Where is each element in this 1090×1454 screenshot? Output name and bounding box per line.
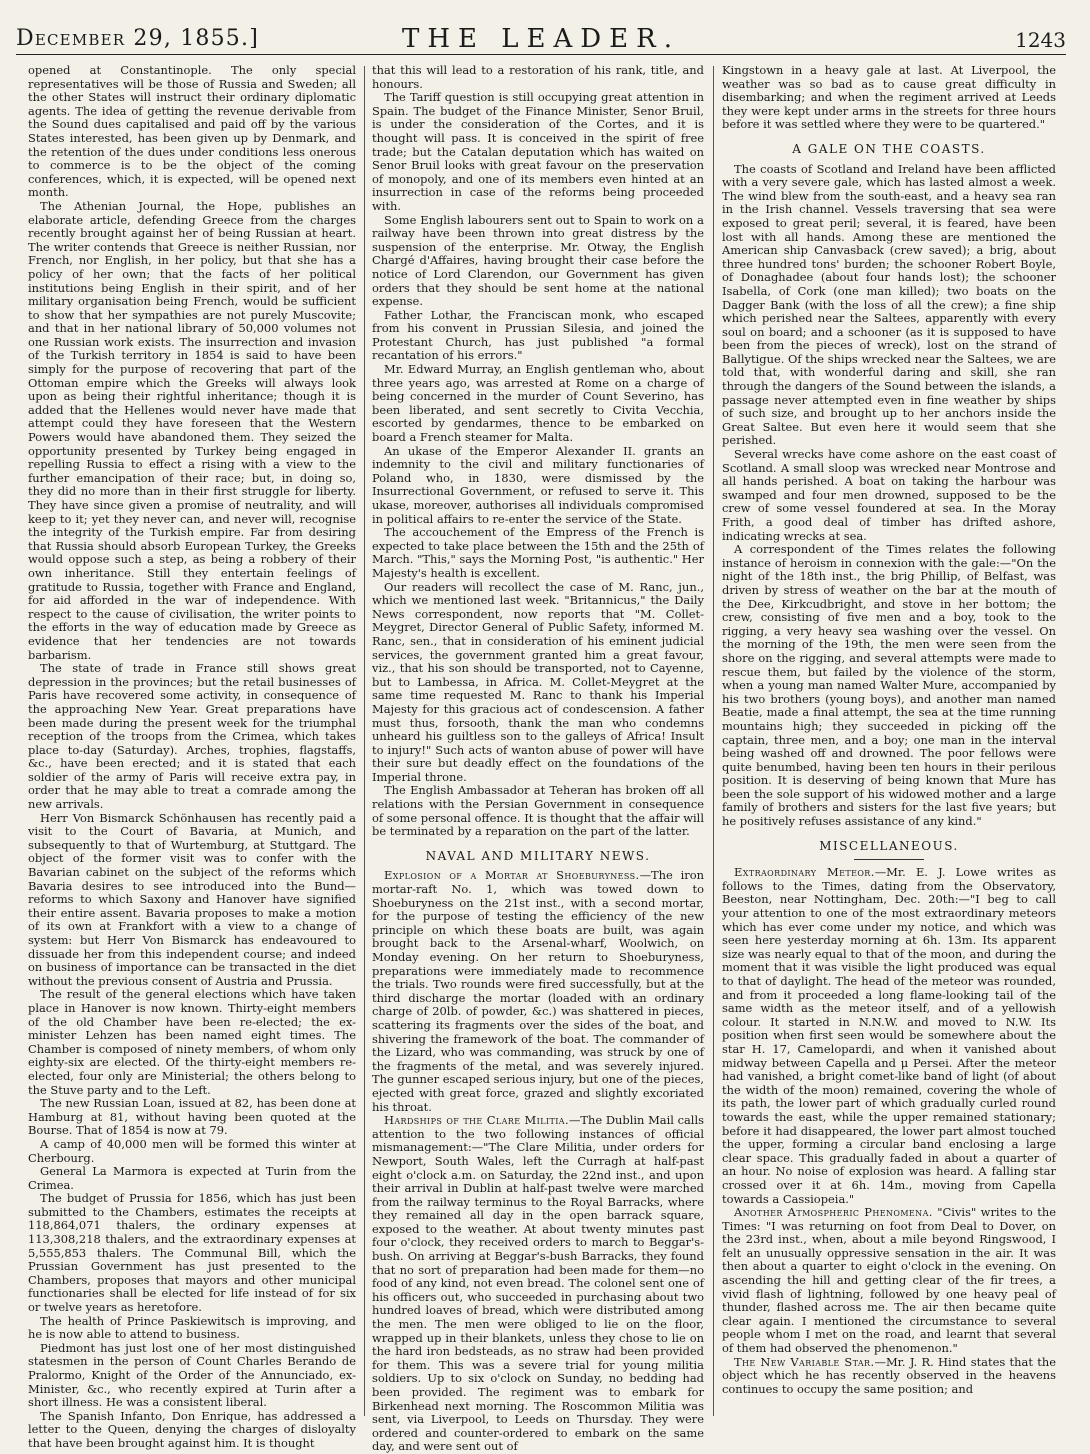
article-title: Another Atmospheric Phenomena.: [734, 1205, 933, 1220]
paragraph: The Tariff question is still occupying great attention in Spain. The budget of the Finance Minister, Senor Bruil, is under the consideration of the Cortes, and it is thought will pass. It is conceived in the spirit of free trade; but the Catalan deputation which has waited on Senor Bruil looks with great favour on the preservation of monopoly, and one of its members even hinted at an insurrection in case of the reforms being proceeded with.: [372, 90, 704, 213]
section-heading-text: MISCELLANEOUS.: [819, 838, 959, 853]
article-title: The New Variable Star.: [734, 1354, 875, 1369]
section-heading-misc: [722, 840, 1056, 861]
article-explosion: [372, 869, 704, 1114]
section-heading-text: A GALE ON THE COASTS.: [792, 141, 986, 156]
page-number: 1243: [1015, 28, 1066, 52]
article-title: Extraordinary Meteor.: [734, 865, 875, 880]
paragraph: Piedmont has just lost one of her most distinguished statesmen in the person of Count Charles Berando de Pralormo, Knight of the Order of the Annunciado, ex-Minister, &c., who recently expired at Turin after a short illness. He was a consistent liberal.: [28, 1340, 356, 1410]
column-1: [28, 63, 356, 1450]
article-atmospheric: [722, 1206, 1056, 1356]
paragraph: The Athenian Journal, the Hope, publishes an elaborate article, defending Greece from the charges recently brought against her of being Russian at heart. The writer contends that Greece is neither Russian, nor French, nor English, in her policy, but that she has a policy of her own; that the facts of her political institutions being English in their spirit, and of her military organisation being French, would be sufficient to show that her sympathies are not purely Muscovite; and that in her national library of 50,000 volumes not one Russian work exists. The insurrection and invasion of the Turkish territory in 1854 is said to have been simply for the purpose of recovering that part of the Ottoman empire which the Greeks will always look upon as being their rightful inheritance; though it is added that the Hellenes would never have made that attempt could they have foreseen that the Western Powers would have abandoned them. They seized the opportunity presented by Turkey being engaged in repelling Russia to effect a rising with a view to the further emancipation of their race; but, in doing so, they did no more than in their first struggle for liberty. They have since given a promise of neutrality, and will keep to it; yet they never can, and never will, recognise the integrity of the Turkish empire. Far from desiring that Russia should absorb European Turkey, the Greeks would oppose such a step, as being a robbery of their own inheritance. Still they entertain feelings of gratitude to Russia, together with France and England, for aid afforded in the war of independence. With respect to the cause of civilisation, the writer points to the efforts in the way of education made by Greece as evidence that her tendencies are not towards barbarism.: [28, 198, 356, 662]
paragraph: that this will lead to a restoration of his rank, title, and honours.: [372, 63, 704, 91]
paragraph: General La Marmora is expected at Turin from the Crimea.: [28, 1164, 356, 1192]
paragraph: Mr. Edward Murray, an English gentleman who, about three years ago, was arrested at Rome on a charge of being concerned in the murder of Count Severino, has been liberated, and sent secretly to Civita Vecchia, escorted by gendarmes, thence to be embarked on board a French steamer for Malta.: [372, 362, 704, 445]
column-rule-left: [364, 66, 365, 1416]
issue-date: December 29, 1855.]: [16, 26, 259, 51]
paragraph: A correspondent of the Times relates the following instance of heroism in connexion with the gale:—"On the night of the 18th inst., the brig Phillip, of Belfast, was driven by stress of weather on the bar at the mouth of the Dee, Kirkcudbright, and stove in her bottom; the crew, consisting of five men and a boy, took to the rigging, a very heavy sea washing over the vessel. On the morning of the 19th, the men were seen from the shore on the rigging, and several attempts were made to rescue them, but failed by the violence of the storm, when a young man named Walter Mure, accompanied by his two brothers (young boys), and another man named Beatie, made a final attempt, the sea at the time running mountains high; they succeeded in picking off the captain, three men, and a boy; one man in the interval being washed off and drowned. The poor fellows were quite benumbed, having been ten hours in their perilous position. It is deserving of being known that Mure has been the sole support of his widowed mother and a large family of brothers and sisters for the last five years; but he positively refuses assistance of any kind.": [722, 542, 1056, 829]
article-text: —Mr. E. J. Lowe writes as follows to the Times, dating from the Observatory, Beeston, near Nottingham, Dec. 20th:—"I beg to call your attention to one of the most extraordinary meteors which has ever come under my notice, and which was seen here yesterday morning at 6h. 13m. Its apparent size was nearly equal to that of the moon, and during the moment that it was visible the light produced was equal to that of daylight. The head of the meteor was rounded, and from it proceeded a long flame-looking tail of the same width as the meteor itself, and of a yellowish colour. It started in N.N.W. and moved to N.W. Its position when first seen would be somewhere about the star H. 17, Camelopardi, and when it vanished about midway between Capella and μ Persei. After the meteor had vanished, a bright comet-like band of light (of about the width of the moon) remained, covering the whole of its path, the lower part of which gradually curled round towards the east, while the upper remained stationary; before it had disappeared, the lower part almost touched the upper, forming a circular band enclosing a large clear space. This gradually faded in about a quarter of an hour. No noise of explosion was heard. A falling star crossed over it at 6h. 14m., moving from Capella towards a Cassiopeia.": [722, 865, 1056, 1206]
masthead: [16, 20, 1066, 55]
article-meteor: [722, 866, 1056, 1206]
newspaper-title: THE LEADER.: [402, 24, 680, 54]
paragraph: The new Russian Loan, issued at 82, has been done at Hamburg at 81, without having been quoted at the Bourse. That of 1854 is now at 79.: [28, 1096, 356, 1138]
article-title: Hardships of the Clare Militia.: [384, 1113, 569, 1128]
paragraph: Kingstown in a heavy gale at last. At Liverpool, the weather was so bad as to cause great difficulty in disembarking; and when the regiment arrived at Leeds they were kept under arms in the streets for three hours before it was settled where they were to be quartered.": [722, 63, 1056, 132]
paragraph: The result of the general elections which have taken place in Hanover is now known. Thirty-eight members of the old Chamber have been re-elected; the ex-minister Lehzen has been named eight times. The Chamber is composed of ninety members, of whom only eighty-six are elected. Of the thirty-eight members re-elected, four only are Ministerial; the others belong to the Stuve party and to the Left.: [28, 987, 356, 1097]
paragraph: The English Ambassador at Teheran has broken off all relations with the Persian Government in consequence of some personal offence. It is thought that the affair will be terminated by a reparation on the part of the latter.: [372, 783, 704, 839]
paragraph: The health of Prince Paskiewitsch is improving, and he is now able to attend to business.: [28, 1313, 356, 1342]
paragraph: Our readers will recollect the case of M. Ranc, jun., which we mentioned last week. "Britannicus," the Daily News correspondent, now reports that "M. Collet-Meygret, Director General of Public Safety, informed M. Ranc, sen., that in consideration of his eminent judicial services, the government granted him a great favour, viz., that his son should be transported, not to Cayenne, but to Lambessa, in Africa. M. Collet-Meygret at the same time requested M. Ranc to thank his Imperial Majesty for this gracious act of condescension. A father must thus, forsooth, thank the man who condemns unheard his guiltless son to the galleys of Africa! Insult to injury!" Such acts of wanton abuse of power will have their sure but deadly effect on the foundations of the Imperial throne.: [372, 579, 704, 784]
paragraph: The budget of Prussia for 1856, which has just been submitted to the Chambers, estimates the receipts at 118,864,071 thalers, the ordinary expenses at 113,308,218 thalers, and the extraordinary expenses at 5,555,853 thalers. The Communal Bill, which the Prussian Government has just presented to the Chambers, proposes that mayors and other municipal functionaries shall be elected for life instead of for six or twelve years as heretofore.: [28, 1191, 356, 1315]
paragraph: An ukase of the Emperor Alexander II. grants an indemnity to the civil and military functionaries of Poland who, in 1830, were dismissed by the Insurrectional Government, or refused to serve it. This ukase, moreover, authorises all individuals compromised in political affairs to re-enter the service of the State.: [372, 443, 704, 526]
paragraph: Several wrecks have come ashore on the east coast of Scotland. A small sloop was wrecked near Montrose and all hands perished. A boat on taking the harbour was swamped and four men drowned, supposed to be the crew of some vessel foundered at sea. In the Moray Frith, a good deal of timber has drifted ashore, indicating wrecks at sea.: [722, 447, 1056, 543]
article-text: —Mr. J. R. Hind states that the object which he has recently observed in the heavens continues to occupy the same position; and: [722, 1354, 1056, 1396]
column-rule-right: [713, 66, 714, 1416]
heading-rule: [854, 859, 924, 860]
column-2: [372, 63, 704, 1454]
paragraph: The state of trade in France still shows great depression in the provinces; but the retail businesses of Paris have recovered some activity, in consequence of the approaching New Year. Great preparations have been made during the present week for the triumphal reception of the troops from the Crimea, which takes place to-day (Saturday). Arches, trophies, flagstaffs, &c., have been erected; and it is stated that each soldier of the army of Paris will receive extra pay, in order that he may able to treat a comrade among the new arrivals.: [28, 661, 356, 812]
paragraph: Herr Von Bismarck Schönhausen has recently paid a visit to the Court of Bavaria, at Munich, and subsequently to that of Wurtemburg, at Stuttgard. The object of the former visit was to confer with the Bavarian cabinet on the subject of the reforms which Bavaria desires to see introduced into the Bund—reforms to which Saxony and Hanover have signified their entire assent. Bavaria proposes to make a motion of its own at Frankfort with a view to a change of system: but Herr Von Bismarck has endeavoured to dissuade her from this independent course; and indeed on business of importance can be transacted in the diet without the previous consent of Austria and Prussia.: [28, 810, 356, 988]
column-3: [722, 64, 1056, 1419]
paragraph: The coasts of Scotland and Ireland have been afflicted with a very severe gale, which has lasted almost a week. The wind blew from the south-east, and a heavy sea ran in the Irish channel. Vessels traversing that sea were exposed to great peril; several, it is feared, have been lost with all hands. Among these are mentioned the American ship Canvasback (crew saved); a brig, about three hundred tons' burden; the schooner Robert Boyle, of Donaghadee (about four hands lost); the schooner Isabella, of Cork (one man killed); two boats on the Dagger Bank (with the loss of all the crew); a fine ship which perished near the Saltees, apparently with every soul on board; and a schooner (as it is supposed to have been from the pieces of wreck), lost on the strand of Ballytigue. Of the ships wrecked near the Saltees, we are told that, with wonderful daring and skill, she ran through the dangers of the Sound between the islands, a passage never attempted even in fine weather by ships of such size, and brought up to her anchors inside the Great Saltee. But even here it would seem that she perished.: [722, 161, 1056, 448]
section-heading-gale: [722, 143, 1056, 157]
paragraph: opened at Constantinople. The only special representatives will be those of Russia and Sweden; all the other States will instruct their ordinary diplomatic agents. The idea of getting the revenue derivable from the Sound dues capitalised and paid off by the various States interested, has been given up by Denmark, and the retention of the dues under conditions less onerous to commerce is to be the object of the coming conferences, which, it is expected, will be opened next month.: [28, 63, 356, 200]
section-heading-naval: [372, 850, 704, 864]
paragraph: Father Lothar, the Franciscan monk, who escaped from his convent in Prussian Silesia, and joined the Protestant Church, has just published "a formal recantation of his errors.": [372, 307, 704, 363]
article-text: —The Dublin Mail calls attention to the two following instances of official mismanagement:—"The Clare Militia, under orders for Newport, South Wales, left the Curragh at half-past eight o'clock a.m. on Saturday, the 22nd inst., and upon their arrival in Dublin at half-past twelve were marched from the railway terminus to the Royal Barracks, where they remained all day in the open barrack square, exposed to the weather. At about twenty minutes past four o'clock, they received orders to march to Beggar's-bush. On arriving at Beggar's-bush Barracks, they found that no sort of preparation had been made for them—no food of any kind, not even bread. The colonel sent one of his officers out, who succeeded in purchasing about two hundred loaves of bread, which were distributed among the men. The men were obliged to lie on the floor, wrapped up in their blankets, unless they chose to lie on the hard iron bedsteads, as no straw had been provided for them. This was a severe trial for young militia soldiers. Up to six o'clock on Sunday, no bedding had been provided. The regiment was to embark for Birkenhead next morning. The Roscommon Militia was sent, via Liverpool, to Leeds on Thursday. They were ordered and counter-ordered to embark on the same day, and were sent out of: [372, 1113, 704, 1454]
article-hardships: [372, 1114, 704, 1454]
paragraph: Some English labourers sent out to Spain to work on a railway have been thrown into great distress by the suspension of the enterprise. Mr. Otway, the English Chargé d'Affaires, having brought their case before the notice of Lord Clarendon, our Government has given orders that they should be sent home at the national expense.: [372, 212, 704, 309]
article-text: "Civis" writes to the Times: "I was returning on foot from Deal to Dover, on the 23rd inst., when, about a mile beyond Ringswood, I felt an unusually oppressive sensation in the air. It was then about a quarter to eight o'clock in the evening. On ascending the hill and getting clear of the fir trees, a vivid flash of lightning, followed by one heavy peal of thunder, flashed across me. The air then became quite clear again. I mentioned the circumstance to several people whom I met on the road, and learnt that several of them had observed the phenomenon.": [722, 1205, 1056, 1356]
paragraph: The Spanish Infanto, Don Enrique, has addressed a letter to the Queen, denying the charges of disloyalty that have been brought against him. It is thought: [28, 1408, 356, 1450]
article-text: —The iron mortar-raft No. 1, which was towed down to Shoeburyness on the 21st inst., with a second mortar, for the purpose of testing the efficiency of the new principle on which these boats are built, was again brought back to the Arsenal-wharf, Woolwich, on Monday evening. On her return to Shoeburyness, preparations were immediately made to recommence the trials. Two rounds were fired successfully, but at the third discharge the mortar (loaded with an ordinary charge of 20lb. of powder, &c.) was shattered in pieces, scattering its fragments over the sides of the boat, and shivering the framework of the boat. The commander of the Lizard, who was commanding, was struck by one of the fragments of the metal, and was severely injured. The gunner escaped serious injury, but one of the pieces, ejected with great force, grazed and slightly excoriated his throat.: [372, 868, 704, 1114]
section-heading-text: NAVAL AND MILITARY NEWS.: [425, 848, 651, 863]
paragraph: A camp of 40,000 men will be formed this winter at Cherbourg.: [28, 1136, 356, 1165]
article-title: Explosion of a Mortar at Shoeburyness.: [384, 868, 640, 883]
paragraph: The accouchement of the Empress of the French is expected to take place between the 15th and the 25th of March. "This," says the Morning Post, "is authentic." Her Majesty's health is excellent.: [372, 525, 704, 580]
article-variable-star: [722, 1356, 1056, 1397]
